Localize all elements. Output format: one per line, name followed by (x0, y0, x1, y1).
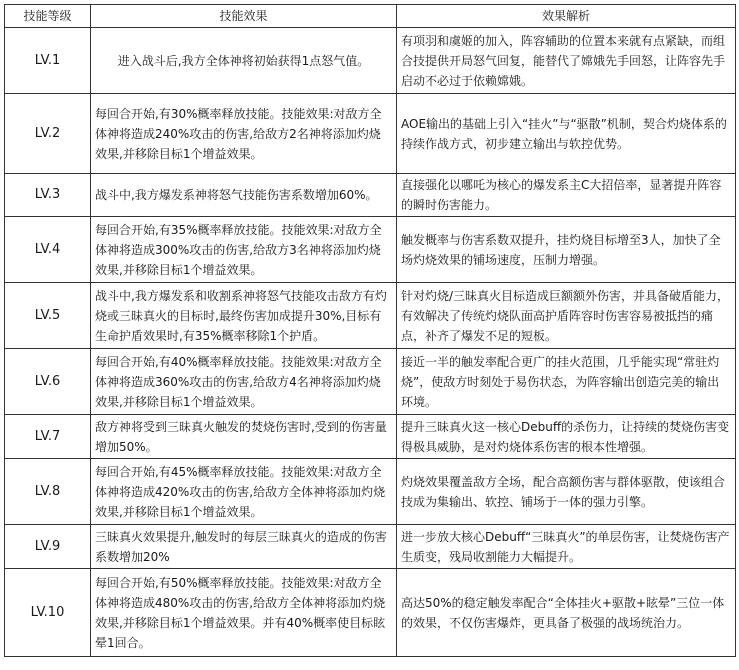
table-row (5, 217, 736, 283)
skill-table-container (4, 4, 735, 657)
level-cell: LV.9 (5, 525, 91, 569)
level-cell: LV.10 (5, 569, 91, 657)
table-row (5, 28, 736, 94)
level-cell: LV.2 (5, 94, 91, 174)
effect-cell: 战斗中,我方爆发系神将怒气技能伤害系数增加60%。 (91, 174, 397, 217)
analysis-cell: 灼烧效果覆盖敌方全场，配合高额伤害与群体驱散，使该组合技成为集输出、软控、铺场于一体的强力引擎。 (397, 459, 736, 525)
analysis-cell: 提升三昧真火这一核心Debuff的杀伤力，让持续的焚烧伤害变得极具威胁，是对灼烧体系伤害的根本性增强。 (397, 415, 736, 459)
analysis-cell: 进一步放大核心Debuff“三昧真火”的单层伤害，让焚烧伤害产生质变，残局收割能力大幅提升。 (397, 525, 736, 569)
effect-cell (91, 28, 397, 94)
analysis-cell: 接近一半的触发率配合更广的挂火范围，几乎能实现“常驻灼烧”，使敌方时刻处于易伤状态，为阵容输出创造完美的输出环境。 (397, 349, 736, 415)
header-analysis: 效果解析 (397, 5, 736, 28)
effect-cell: 战斗中,我方爆发系和收割系神将怒气技能攻击敌方有灼烧或三昧真火的目标时,最终伤害加成提升30%,目标有生命护盾效果时,有35%概率移除1个护盾。 (91, 283, 397, 349)
header-effect: 技能效果 (91, 5, 397, 28)
analysis-cell: 有项羽和虞姬的加入，阵容辅助的位置本来就有点紧缺，而组合技提供开局怒气回复，能替代了嫦娥先手回怒，让阵容先手启动不必过于依赖嫦娥。 (397, 28, 736, 94)
analysis-cell: 直接强化以哪吒为核心的爆发系主C大招倍率，显著提升阵容的瞬时伤害能力。 (397, 174, 736, 217)
effect-cell: 每回合开始,有45%概率释放技能。技能效果:对敌方全体神将造成420%攻击的伤害,给敌方全体神将添加灼烧效果,并移除目标1个增益效果。 (91, 459, 397, 525)
analysis-cell: 针对灼烧/三昧真火目标造成巨额额外伤害，并具备破盾能力，有效解决了传统灼烧队面高护盾阵容时伤害容易被抵挡的痛点，补齐了爆发不足的短板。 (397, 283, 736, 349)
table-header-row (5, 5, 736, 28)
header-level: 技能等级 (5, 5, 91, 28)
level-cell: LV.3 (5, 174, 91, 217)
table-row (5, 174, 736, 217)
table-row (5, 525, 736, 569)
effect-cell: 每回合开始,有50%概率释放技能。技能效果:对敌方全体神将造成480%攻击的伤害,给敌方全体神将添加灼烧效果,并移除目标1个增益效果。并有40%概率使目标眩晕1回合。 (91, 569, 397, 657)
table-row (5, 94, 736, 174)
table-row (5, 459, 736, 525)
level-cell: LV.4 (5, 217, 91, 283)
level-cell: LV.5 (5, 283, 91, 349)
skill-level-table (4, 4, 736, 657)
effect-cell: 每回合开始,有35%概率释放技能。技能效果:对敌方全体神将造成300%攻击的伤害,给敌方3名神将添加灼烧效果,并移除目标1个增益效果。 (91, 217, 397, 283)
table-row (5, 349, 736, 415)
level-cell: LV.1 (5, 28, 91, 94)
table-row (5, 569, 736, 657)
analysis-cell: AOE输出的基础上引入“挂火”与“驱散”机制，契合灼烧体系的持续作战方式，初步建立输出与软控优势。 (397, 94, 736, 174)
effect-cell: 三昧真火效果提升,触发时的每层三昧真火的造成的伤害系数增加20% (91, 525, 397, 569)
level-cell: LV.8 (5, 459, 91, 525)
effect-cell: 每回合开始,有30%概率释放技能。技能效果:对敌方全体神将造成240%攻击的伤害,给敌方2名神将添加灼烧效果,并移除目标1个增益效果。 (91, 94, 397, 174)
table-row (5, 283, 736, 349)
effect-cell: 每回合开始,有40%概率释放技能。技能效果:对敌方全体神将造成360%攻击的伤害,给敌方4名神将添加灼烧效果,并移除目标1个增益效果。 (91, 349, 397, 415)
effect-cell: 敌方神将受到三昧真火触发的焚烧伤害时,受到的伤害量增加50%。 (91, 415, 397, 459)
level-cell: LV.6 (5, 349, 91, 415)
analysis-cell: 触发概率与伤害系数双提升，挂灼烧目标增至3人，加快了全场灼烧效果的铺场速度，压制力增强。 (397, 217, 736, 283)
analysis-cell: 高达50%的稳定触发率配合“全体挂火+驱散+眩晕”三位一体的效果，不仅伤害爆炸，更具备了极强的战场统治力。 (397, 569, 736, 657)
table-row (5, 415, 736, 459)
effect-text: 进入战斗后,我方全体神将初始获得1点怒气值。 (117, 53, 370, 68)
level-cell: LV.7 (5, 415, 91, 459)
